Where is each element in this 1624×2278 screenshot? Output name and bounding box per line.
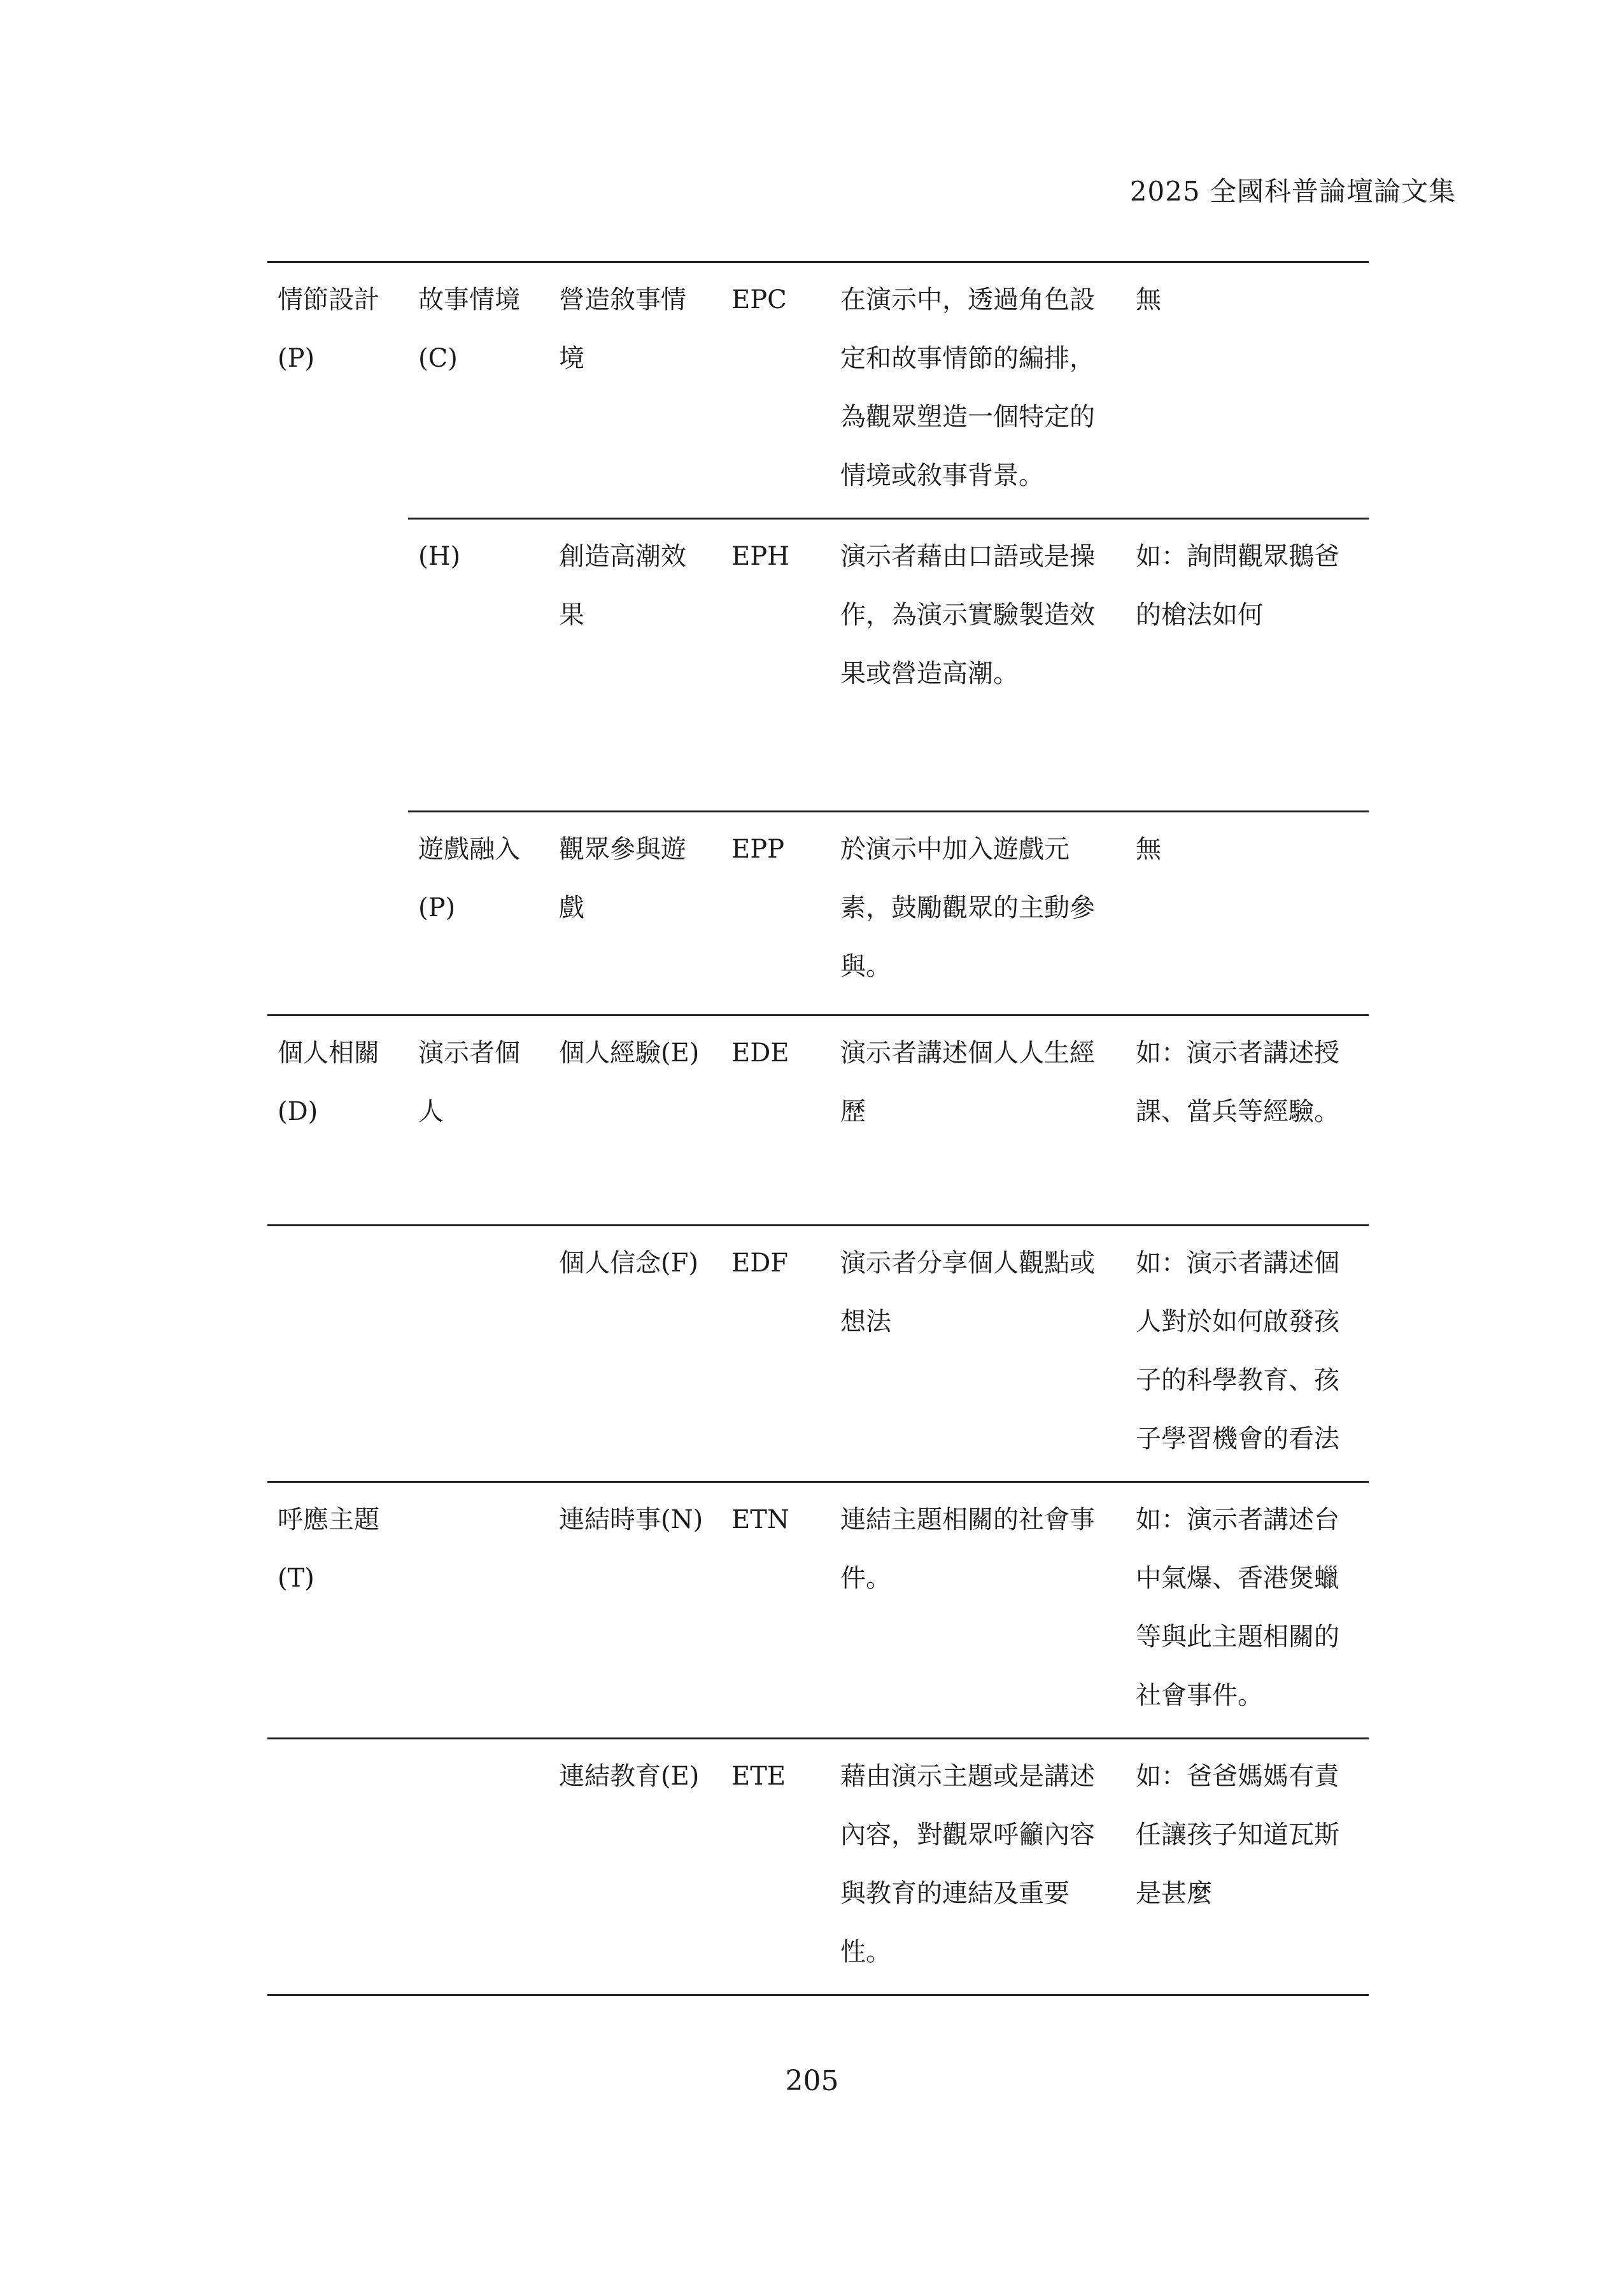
cell-definition-line: 與。	[840, 952, 891, 981]
cell-code-text: EPC	[731, 285, 787, 315]
cell-example	[1126, 519, 1369, 812]
cell-category	[267, 1015, 408, 1226]
cell-example-line: 等與此主題相關的	[1136, 1622, 1339, 1652]
cell-example-line: 如：演示者講述授	[1136, 1038, 1339, 1068]
running-header: 2025 全國科普論壇論文集	[1129, 176, 1456, 207]
cell-subcategory	[408, 1226, 549, 1482]
cell-category-line: 個人相關	[278, 1038, 379, 1068]
table-row	[267, 1015, 1369, 1226]
cell-definition-line: 與教育的連結及重要	[840, 1879, 1070, 1908]
cell-definition-line: 件。	[840, 1564, 891, 1593]
cell-code-text: EPP	[731, 835, 785, 864]
cell-code-text: EDE	[731, 1038, 789, 1068]
cell-item	[549, 1739, 721, 1995]
cell-example	[1126, 812, 1369, 1015]
cell-category-line: 情節設計	[278, 285, 379, 315]
cell-definition-line: 素，鼓勵觀眾的主動參	[840, 893, 1095, 923]
cell-subcategory-line: 演示者個	[418, 1038, 520, 1068]
cell-code	[721, 262, 830, 519]
cell-example-line: 課、當兵等經驗。	[1136, 1097, 1339, 1126]
cell-example-line: 中氣爆、香港煲蠟	[1136, 1564, 1339, 1593]
cell-definition-line: 作，為演示實驗製造效	[840, 600, 1095, 630]
cell-code	[721, 1482, 830, 1739]
cell-definition-line: 想法	[840, 1307, 891, 1336]
table-row	[267, 1226, 1369, 1482]
cell-item-line: 連結時事(N)	[559, 1505, 703, 1534]
cell-example	[1126, 1739, 1369, 1995]
cell-example-line: 無	[1136, 285, 1161, 315]
cell-example-line: 子的科學教育、孩	[1136, 1366, 1339, 1395]
cell-definition	[830, 262, 1126, 519]
cell-definition-line: 演示者分享個人觀點或	[840, 1249, 1095, 1278]
table-row	[267, 262, 1369, 519]
cell-definition	[830, 1015, 1126, 1226]
cell-subcategory	[408, 262, 549, 519]
cell-definition-line: 情境或敘事背景。	[840, 461, 1044, 490]
cell-subcategory-line: (H)	[418, 542, 461, 571]
cell-subcategory-line: (P)	[418, 893, 456, 923]
cell-item	[549, 1226, 721, 1482]
cell-definition	[830, 1226, 1126, 1482]
cell-subcategory-line: 遊戲融入	[418, 835, 520, 864]
cell-item-line: 戲	[559, 893, 584, 923]
cell-example-line: 如：演示者講述台	[1136, 1505, 1339, 1534]
cell-code	[721, 1226, 830, 1482]
cell-definition-line: 演示者藉由口語或是操	[840, 542, 1095, 571]
cell-example-line: 人對於如何啟發孩	[1136, 1307, 1339, 1336]
page-number: 205	[785, 2065, 839, 2097]
cell-subcategory	[408, 1015, 549, 1226]
cell-subcategory	[408, 1482, 549, 1739]
table-row	[267, 812, 1369, 1015]
cell-item-line: 創造高潮效	[559, 542, 686, 571]
cell-example-line: 無	[1136, 835, 1161, 864]
cell-definition	[830, 1739, 1126, 1995]
cell-example	[1126, 1482, 1369, 1739]
cell-subcategory-line: (C)	[418, 344, 458, 373]
cell-example-line: 如：爸爸媽媽有責	[1136, 1762, 1339, 1791]
cell-example-line: 社會事件。	[1136, 1681, 1263, 1710]
cell-category-line: (T)	[278, 1564, 314, 1593]
table-row	[267, 1739, 1369, 1995]
cell-item	[549, 519, 721, 812]
cell-definition-line: 於演示中加入遊戲元	[840, 835, 1070, 864]
cell-definition-line: 藉由演示主題或是講述	[840, 1762, 1095, 1791]
cell-subcategory-line: 故事情境	[418, 285, 520, 315]
cell-code	[721, 1015, 830, 1226]
cell-definition-line: 在演示中，透過角色設	[840, 285, 1095, 315]
cell-category	[267, 1226, 408, 1482]
cell-item-line: 果	[559, 600, 584, 630]
cell-category-line: (P)	[278, 344, 315, 373]
cell-definition-line: 內容，對觀眾呼籲內容	[840, 1820, 1095, 1850]
cell-subcategory-line: 人	[418, 1097, 444, 1126]
cell-category	[267, 812, 408, 1015]
coding-table	[267, 261, 1369, 1996]
cell-code-text: ETE	[731, 1762, 786, 1791]
cell-item	[549, 262, 721, 519]
cell-example-line: 如：演示者講述個	[1136, 1249, 1339, 1278]
cell-code	[721, 519, 830, 812]
cell-example	[1126, 262, 1369, 519]
cell-example-line: 如：詢問觀眾鵝爸	[1136, 542, 1339, 571]
cell-definition	[830, 812, 1126, 1015]
cell-code-text: EDF	[731, 1249, 789, 1278]
table-row	[267, 519, 1369, 812]
cell-item-line: 個人經驗(E)	[559, 1038, 700, 1068]
cell-code-text: ETN	[731, 1505, 789, 1534]
cell-category-line: 呼應主題	[278, 1505, 379, 1534]
cell-item-line: 營造敘事情	[559, 285, 686, 315]
cell-item	[549, 1482, 721, 1739]
table-body	[267, 262, 1369, 1995]
cell-definition-line: 連結主題相關的社會事	[840, 1505, 1095, 1534]
table-row	[267, 1482, 1369, 1739]
cell-code-text: EPH	[731, 542, 789, 571]
cell-example-line: 是甚麼	[1136, 1879, 1212, 1908]
cell-category-line: (D)	[278, 1097, 318, 1126]
cell-example	[1126, 1226, 1369, 1482]
cell-item	[549, 812, 721, 1015]
cell-category	[267, 1739, 408, 1995]
cell-subcategory	[408, 812, 549, 1015]
cell-definition-line: 歷	[840, 1097, 866, 1126]
cell-category	[267, 262, 408, 519]
cell-subcategory	[408, 519, 549, 812]
cell-definition-line: 演示者講述個人人生經	[840, 1038, 1095, 1068]
cell-code	[721, 812, 830, 1015]
cell-definition	[830, 519, 1126, 812]
cell-item-line: 個人信念(F)	[559, 1249, 698, 1278]
cell-item-line: 連結教育(E)	[559, 1762, 700, 1791]
cell-subcategory	[408, 1739, 549, 1995]
codebook-table	[267, 261, 1369, 1996]
cell-example-line: 的槍法如何	[1136, 600, 1263, 630]
cell-definition-line: 性。	[840, 1937, 891, 1967]
cell-definition-line: 定和故事情節的編排，	[840, 344, 1095, 373]
cell-definition	[830, 1482, 1126, 1739]
cell-definition-line: 為觀眾塑造一個特定的	[840, 402, 1095, 432]
cell-example-line: 任讓孩子知道瓦斯	[1136, 1820, 1339, 1850]
cell-item	[549, 1015, 721, 1226]
cell-item-line: 境	[559, 344, 584, 373]
cell-category	[267, 519, 408, 812]
cell-code	[721, 1739, 830, 1995]
cell-definition-line: 果或營造高潮。	[840, 659, 1019, 688]
cell-category	[267, 1482, 408, 1739]
cell-example-line: 子學習機會的看法	[1136, 1424, 1339, 1454]
cell-example	[1126, 1015, 1369, 1226]
cell-item-line: 觀眾參與遊	[559, 835, 686, 864]
